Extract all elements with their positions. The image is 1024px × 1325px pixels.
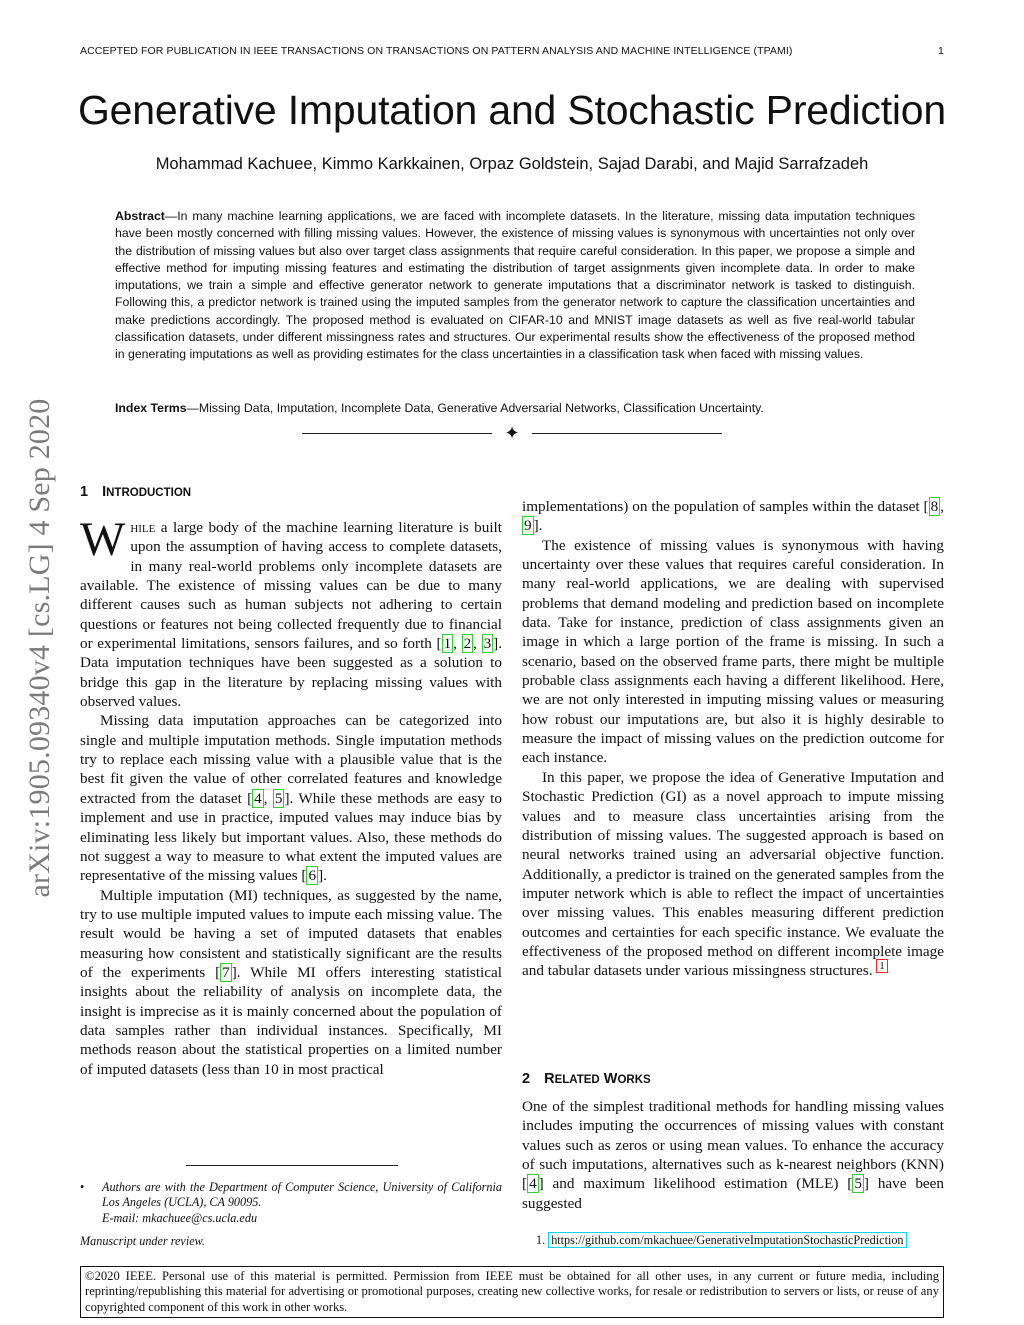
- footnote-affiliation: [80, 1180, 502, 1226]
- section-heading-rest: NTRODUCTION: [106, 487, 192, 499]
- text-run: ,: [940, 498, 944, 515]
- paragraph-intro-6: [522, 768, 944, 981]
- text-run: Missing data imputation approaches can be categorized into single and multiple imputation methods. Single imputation methods try to replace each missing value with a plausible value that is the best fit given the value of other correlated features and knowledge extracted from the dataset [: [80, 712, 502, 807]
- citation-link[interactable]: 4: [529, 1175, 537, 1193]
- citation-link[interactable]: 2: [463, 635, 472, 653]
- bullet-icon: •: [80, 1180, 85, 1194]
- citation-link[interactable]: 5: [854, 1175, 862, 1193]
- text-run: ].: [318, 867, 327, 885]
- copyright-notice: ©2020 IEEE. Personal use of this material is permitted. Permission from IEEE must be obtained for all other uses, in any current or future media, including reprinting/republishing this material for advertising or promotional purposes, creating new collective works, for resale or redistribution to servers or lists, or reuse of any copyrighted component of this work in other works.: [80, 1266, 944, 1318]
- paragraph-intro-4: [522, 497, 944, 536]
- text-run: ] and maximum likelihood estimation (MLE) [: [538, 1175, 853, 1193]
- section-heading-initial: I: [102, 484, 107, 500]
- right-column: [522, 497, 944, 981]
- text-run: Multiple imputation (MI) techniques, as suggested by the name, try to use multiple imputed values to impute each missing value. The result would be having a set of imputed datasets that enables measuring how consistent and statistically significant are the results of the experiments [: [80, 886, 502, 981]
- related-works-text: [522, 1097, 944, 1213]
- section-number: 1: [80, 484, 89, 500]
- citation-link[interactable]: 3: [483, 635, 492, 653]
- author-list: Mohammad Kachuee, Kimmo Karkkainen, Orpaz Goldstein, Sajad Darabi, and Majid Sarrafzadeh: [155, 155, 869, 173]
- text-run: One of the simplest traditional methods for handling missing values includes imputing the occurrences of missing values with constant values such as zeros or using mean values. To enhance the accuracy of such imputations, alternatives such as k-nearest neighbors (KNN) [: [522, 1098, 944, 1193]
- abstract-label: Abstract: [115, 209, 165, 223]
- index-terms-text: —Missing Data, Imputation, Incomplete Data, Generative Adversarial Networks, Classification Uncertainty.: [186, 401, 764, 415]
- paragraph-intro-3: [80, 886, 502, 1079]
- text-run: ].: [533, 517, 543, 535]
- text-run: In this paper, we propose the idea of Generative Imputation and Stochastic Prediction (GI) as a novel approach to impute missing values and to measure class uncertainties arising from the distribution of missing values. The suggested approach is based on neural networks trained using an adversarial objective function. Additionally, a predictor is trained on the generated samples from the imputer network which is able to reflect the impact of uncertainties over missing values. This enables measuring different prediction outcomes and certainties for each specific instance. We evaluate the effectiveness of the proposed method on different incomplete image and tabular datasets under various missingness structures.: [522, 768, 944, 980]
- paragraph-intro-1: [80, 513, 503, 711]
- footnote-number: 1.: [536, 1233, 546, 1247]
- page-number: 1: [938, 45, 944, 57]
- text-run: ]. While MI offers interesting statistical insights about the reliability of analysis on incomplete data, the insight is imprecise as it is mainly concerned about the population of data samples rather than individual instances. Specifically, MI methods reason about the statistical properties on a limited number of imputed datasets (less than 10 in most practical: [80, 963, 502, 1078]
- citation-link[interactable]: 1: [443, 635, 452, 653]
- index-terms: [115, 400, 915, 417]
- section-heading-introduction: [80, 484, 191, 500]
- drop-cap: W: [80, 513, 126, 566]
- paragraph-related-1: [522, 1097, 944, 1213]
- citation-link[interactable]: 7: [222, 963, 230, 981]
- paper-title: Generative Imputation and Stochastic Prediction: [77, 87, 947, 133]
- separator-star-icon: ✦: [504, 423, 520, 443]
- manuscript-note: Manuscript under review.: [80, 1234, 205, 1248]
- email-text: E-mail: mkachuee@cs.ucla.edu: [102, 1210, 258, 1225]
- citation-link[interactable]: 6: [308, 867, 317, 885]
- abstract: [115, 208, 915, 364]
- section-heading-initial: R: [544, 1071, 555, 1087]
- footnote-link[interactable]: 1: [876, 959, 888, 973]
- paragraph-intro-2: [80, 711, 502, 885]
- arxiv-stamp-text: arXiv:1905.09340v4 [cs.LG] 4 Sep 2020: [23, 397, 56, 898]
- running-title: ACCEPTED FOR PUBLICATION IN IEEE TRANSACTIONS ON TRANSACTIONS ON PATTERN ANALYSIS AND MACHINE INTELLIGENCE (TPAMI): [80, 45, 793, 57]
- arxiv-stamp: [10, 365, 70, 930]
- section-number: 2: [522, 1071, 531, 1087]
- paragraph-intro-5: The existence of missing values is synonymous with having uncertainty over these values that requires careful consideration. In many real-world applications, we are dealing with supervised problems that demand modeling and prediction based on incomplete data. Take for instance, prediction of class assignments given an image in which a large portion of the frame is missing. In such a scenario, based on the observed frame parts, there might be multiple probable class assignments each having a different likelihood. Here, we are not only interested in imputing missing values or measuring how robust our imputations are, but also it is highly desirable to measure the impact of missing values on the prediction outcome for each instance.: [522, 536, 944, 767]
- smallcaps-word: hile: [130, 519, 156, 536]
- text-run: ,: [453, 635, 462, 653]
- github-url-link[interactable]: https://github.com/mkachuee/GenerativeImputationStochasticPrediction: [548, 1232, 906, 1248]
- citation-link[interactable]: 5: [274, 789, 283, 807]
- text-run: implementations) on the population of samples within the dataset [: [522, 498, 929, 515]
- text-run: ] have been suggested: [522, 1175, 944, 1212]
- footnote-rule: [186, 1165, 398, 1166]
- section-heading-rest: ELATED: [554, 1074, 600, 1086]
- section-heading-rest: ORKS: [617, 1074, 651, 1086]
- section-heading-related-works: [522, 1071, 651, 1087]
- citation-link[interactable]: 9: [524, 517, 532, 535]
- index-terms-label: Index Terms: [115, 401, 187, 415]
- section-heading-initial: W: [603, 1071, 618, 1087]
- footnote-1: [536, 1233, 907, 1248]
- left-column: [80, 513, 503, 1079]
- citation-link[interactable]: 8: [930, 498, 939, 515]
- affiliation-text: Authors are with the Department of Computer Science, University of California Los Angeles (UCLA), CA 90095.: [102, 1180, 502, 1210]
- text-run: ,: [473, 635, 482, 653]
- running-header: [80, 45, 944, 57]
- separator-rule-left: [302, 433, 492, 434]
- citation-link[interactable]: 4: [254, 789, 262, 807]
- text-run: ,: [263, 789, 273, 807]
- separator-rule-right: [532, 433, 722, 434]
- text-run: ]. While these methods are easy to implement and use in practice, imputed values may induce bias by eliminating less likely but important values. Also, these methods do not suggest a way to measure to what extent the imputed values are representative of the missing values [: [80, 789, 502, 885]
- text-run: a large body of the machine learning literature is built upon the assumption of having access to complete datasets, in many real-world problems only incomplete datasets are available. The existence of missing values can be due to many different causes such as human subjects not adhering to certain questions or features not being collected frequently due to financial or experimental limitations, sensors failures, and so forth [: [80, 519, 502, 653]
- abstract-text: —In many machine learning applications, we are faced with incomplete datasets. In the literature, missing data imputation techniques have been mostly concerned with filling missing values. However, the existence of missing values is synonymous with uncertainties not only over the distribution of missing values but also over target class assignments that require careful consideration. In this paper, we propose a simple and effective method for imputing missing features and estimating the distribution of target assignments given incomplete data. In order to make imputations, we train a simple and effective generator network to generate imputations that a discriminator network is tasked to distinguish. Following this, a predictor network is trained using the imputed samples from the generator network to capture the classification uncertainties and make predictions accordingly. The proposed method is evaluated on CIFAR-10 and MNIST image datasets as well as five real-world tabular classification datasets, under different missingness rates and structures. Our experimental results show the effectiveness of the proposed method in generating imputations as well as providing estimates for the class uncertainties in a classification task when faced with missing values.: [115, 209, 915, 362]
- text-run: ]. Data imputation techniques have been suggested as a solution to bridge this gap in the literature by replacing missing values with observed values.: [80, 635, 503, 711]
